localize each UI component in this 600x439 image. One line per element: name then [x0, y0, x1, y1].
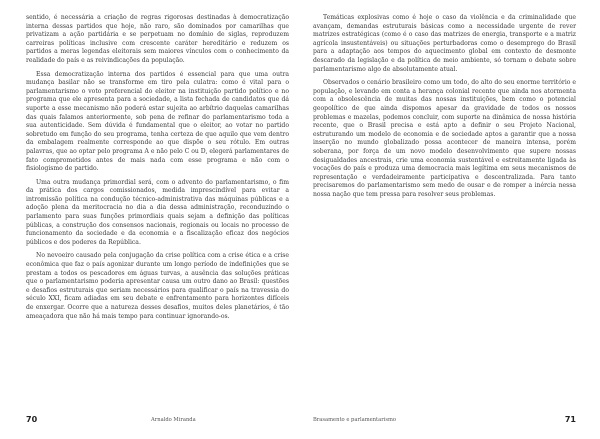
running-head-author: Arnaldo Miranda: [151, 417, 196, 423]
right-page: [300, 0, 600, 439]
paragraph: Uma outra mudança primordial será, com o advento do parlamentarismo, o fim da prática dos cargos comissionados, medida imprescindível para evitar a intromissão política na condução técnico-administrativa das máquinas públicas e a adoção plena da meritocracia no dia a dia dessa administração, reconduzindo o parlamento para suas funções primordiais quais sejam a definição das políticas públicas, a construção dos consensos nacionais, regionais ou locais no processo de funcionamento da sociedade e da economia e a fiscalização eficaz dos negócios públicos e dos poderes da República.: [26, 178, 289, 246]
left-text-column: [26, 14, 289, 326]
paragraph: Essa democratização interna dos partidos é essencial para que uma outra mudança basilar não se transforme em tiro pela culatra: como é vital para o parlamentarismo o voto preferencial do eleitor na instituição partido político e no programa que ele apresenta para a sociedade, a lista fechada de candidatos que dá suporte a esse mecanismo não poderá estar sujeita ao arbítrio daquelas camarilhas das quais falamos anteriormente, sob pena de refinar do parlamentarismo toda a sua autenticidade. Sem dúvida é fundamental que o eleitor, ao votar no partido sobretudo em função do seu programa, tenha certeza de que aquilo que vem dentro da embalagem realmente corresponde ao que dispõe o seu rótulo. Em outras palavras, que ao optar pelo programa A e não pelo C ou D, elegerá parlamentares de fato comprometidos antes de mais nada com esse programa e não com o fisiologismo de partido.: [26, 70, 289, 173]
paragraph: Observados o cenário brasileiro como um todo, do alto do seu enorme território e população, e levando em conta a herança colonial recente que ainda nos atormenta com a obsolescência de muitas das nossas instituições, bem como o potencial geopolítico de que ainda dispomos apesar da gravidade de todos os nossos problemas e mazelas, podemos concluir, com suporte na dinâmica de nossa história recente, que o Brasil precisa e está apto a definir o seu Projeto Nacional, estruturando um modelo de economia e de sociedade aptos a garantir que a nossa inserção no mundo globalizado possa acontecer de maneira intensa, porém soberana, por força de um novo modelo desenvolvimento que supere nossas desigualdades ancestrais, crie uma economia sustentável e estreitamente ligada às vocações do país e produza uma democracia mais legítima em seus mecanismos de representação e verdadeiramente participativa e descentralizada. Para tanto precisaremos do parlamentarismo sem medo de ousar e de romper a inércia nessa nossa nação que tem pressa para resolver seus problemas.: [313, 79, 576, 198]
paragraph: No nevoeiro causado pela conjugação da crise política com a crise ética e a crise econômica que faz o país agonizar durante um longo período de indefinições que se prestam a todos os pescadores em águas turvas, a ausência das soluções práticas que o parlamentarismo poderia apresentar causa um outro dano ao Brasil: questões e desafios estruturais que seriam necessários para qualificar o país na travessia do século XXI, ficam adiadas em seu debate e enfrentamento para horizontes difíceis de enxergar. Ocorre que a natureza desses desafios, muitos deles planetários, é tão ameaçadora que não há mais tempo para continuar ignorando-os.: [26, 252, 289, 320]
paragraph: Temáticas explosivas como é hoje o caso da violência e da criminalidade que avançam, demandas estruturais básicas como a necessidade urgente de rever matrizes estratégicas (como é o caso das matrizes de energia, transporte e a matriz agrícola insustentáveis) ou situações perturbadoras como o desemprego do Brasil para a adaptação aos tempos do aquecimento global em contexto de desmonte descarado da legislação e da política de meio ambiente, só tornam o debate sobre parlamentarismo algo de absolutamente atual.: [313, 14, 576, 73]
right-footer: [313, 415, 576, 429]
page-number: 70: [26, 415, 38, 424]
running-head-title: Brasamento e parlamentarismo: [313, 417, 397, 423]
paragraph: sentido, é necessária a criação de regras rigorosas destinadas à democratização interna dessas partidos que hoje, não raro, são dominados por camarilhas que privatizam a ação partidária e se perpetuam no domínio de siglas, reproduzem carreiras políticas inclusive com crescente caráter hereditário e reduzem os partidos a meras legendas eleitorais sem maiores vínculos com o conhecimento da realidade do país e as reivindicações da população.: [26, 14, 289, 64]
right-text-column: [313, 14, 576, 204]
left-footer: [26, 415, 289, 429]
page-number: 71: [564, 415, 576, 424]
